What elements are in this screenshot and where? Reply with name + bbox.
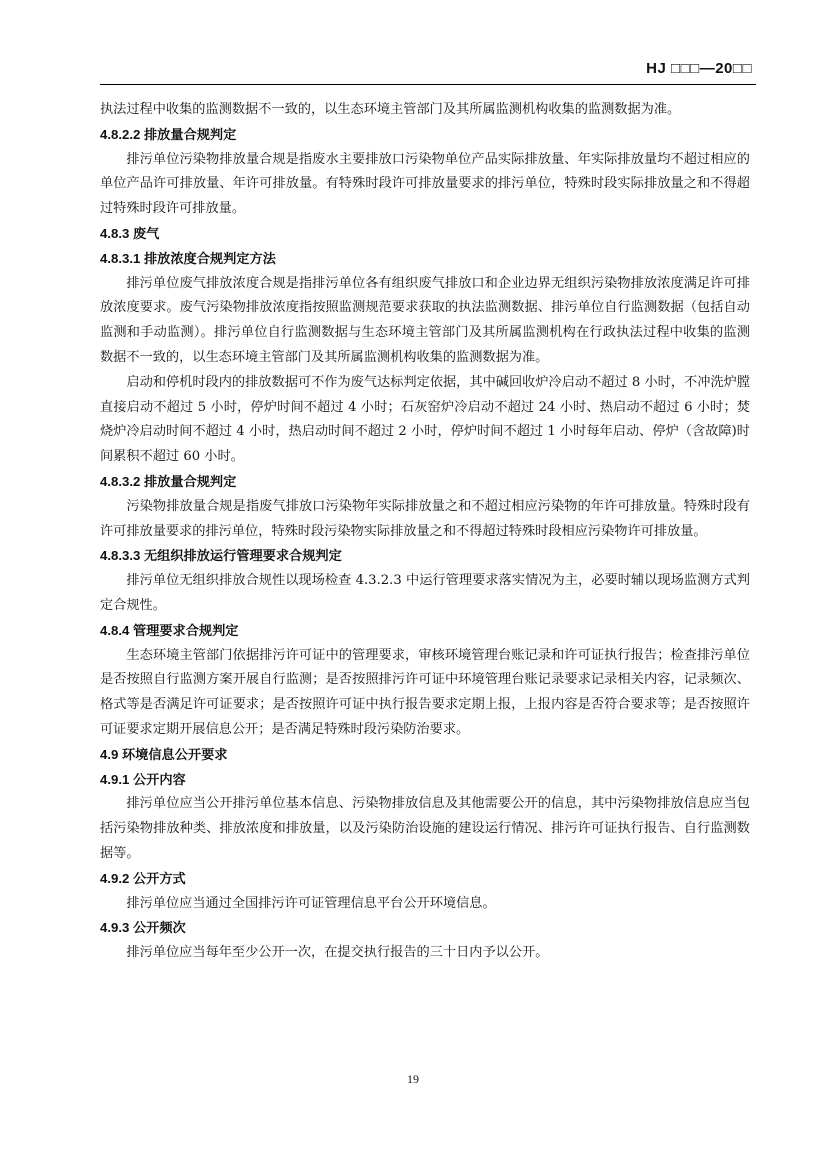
body-paragraph: 排污单位应当通过全国排污许可证管理信息平台公开环境信息。 (126, 895, 496, 911)
section-heading: 4.8.3.3 无组织排放运行管理要求合规判定 (100, 548, 342, 564)
page-number: 19 (407, 1072, 419, 1086)
body-paragraph: 污染物排放量合规是指废气排放口污染物年实际排放量之和不超过相应污染物的年许可排放量。特殊时段有许可排放量要求的排污单位，特殊时段污染物实际排放量之和不得超过特殊时段相应污染物许可排放量。 (100, 498, 750, 539)
body-paragraph: 排污单位污染物排放量合规是指废水主要排放口污染物单位产品实际排放量、年实际排放量均不超过相应的单位产品许可排放量、年许可排放量。有特殊时段许可排放量要求的排污单位，特殊时段实际排放量之和不得超过特殊时段许可排放量。 (100, 151, 750, 217)
section-heading: 4.9.2 公开方式 (100, 870, 186, 886)
section-heading: 4.8.2.2 排放量合规判定 (100, 126, 237, 142)
body-paragraph: 启动和停机时段内的排放数据可不作为废气达标判定依据，其中碱回收炉冷启动不超过 8 小时，不冲洗炉膛直接启动不超过 5 小时，停炉时间不超过 4 小时；石灰窑炉冷启动不超过 24 小时、热启动不超过 6 小时；焚烧炉冷启动时间不超过 4 小时，热启动时间不超过 2 小时，停炉时间不超过 1 小时每年启动、停炉（含故障)时间累积不超过 60 小时。 (100, 374, 750, 465)
section-heading: 4.9.1 公开内容 (100, 771, 186, 787)
body-paragraph: 执法过程中收集的监测数据不一致的，以生态环境主管部门及其所属监测机构收集的监测数据为准。 (100, 102, 681, 117)
document-body (100, 98, 750, 966)
section-heading: 4.8.3.2 排放量合规判定 (100, 473, 237, 489)
body-paragraph: 排污单位应当公开排污单位基本信息、污染物排放信息及其他需要公开的信息，其中污染物排放信息应当包括污染物排放种类、排放浓度和排放量，以及污染防治设施的建设运行情况、排污许可证执行报告、自行监测数据等。 (100, 796, 750, 861)
standard-code: HJ □□□—20□□ (646, 60, 752, 77)
section-heading: 4.8.3 废气 (100, 225, 160, 241)
body-paragraph: 排污单位应当每年至少公开一次，在提交执行报告的三十日内予以公开。 (126, 945, 549, 961)
section-heading: 4.8.3.1 排放浓度合规判定方法 (100, 250, 276, 266)
body-paragraph: 排污单位无组织排放合规性以现场检查 4.3.2.3 中运行管理要求落实情况为主，必要时辅以现场监测方式判定合规性。 (100, 573, 750, 613)
section-heading: 4.9 环境信息公开要求 (100, 746, 228, 762)
body-paragraph: 排污单位废气排放浓度合规是指排污单位各有组织废气排放口和企业边界无组织污染物排放浓度满足许可排放浓度要求。废气污染物排放浓度指按照监测规范要求获取的执法监测数据、排污单位自行监测数据（包括自动监测和手动监测）。排污单位自行监测数据与生态环境主管部门及其所属监测机构在行政执法过程中收集的监测数据不一致的，以生态环境主管部门及其所属监测机构收集的监测数据为准。 (100, 275, 750, 365)
section-heading: 4.8.4 管理要求合规判定 (100, 622, 239, 638)
body-paragraph: 生态环境主管部门依据排污许可证中的管理要求，审核环境管理台账记录和许可证执行报告；检查排污单位是否按照自行监测方案开展自行监测；是否按照排污许可证中环境管理台账记录要求记录相关内容，记录频次、格式等是否满足许可证要求；是否按照许可证中执行报告要求定期上报，上报内容是否符合要求等；是否按照许可证要求定期开展信息公开；是否满足特殊时段污染防治要求。 (100, 647, 750, 737)
section-heading: 4.9.3 公开频次 (100, 920, 186, 936)
page-header (100, 58, 756, 85)
